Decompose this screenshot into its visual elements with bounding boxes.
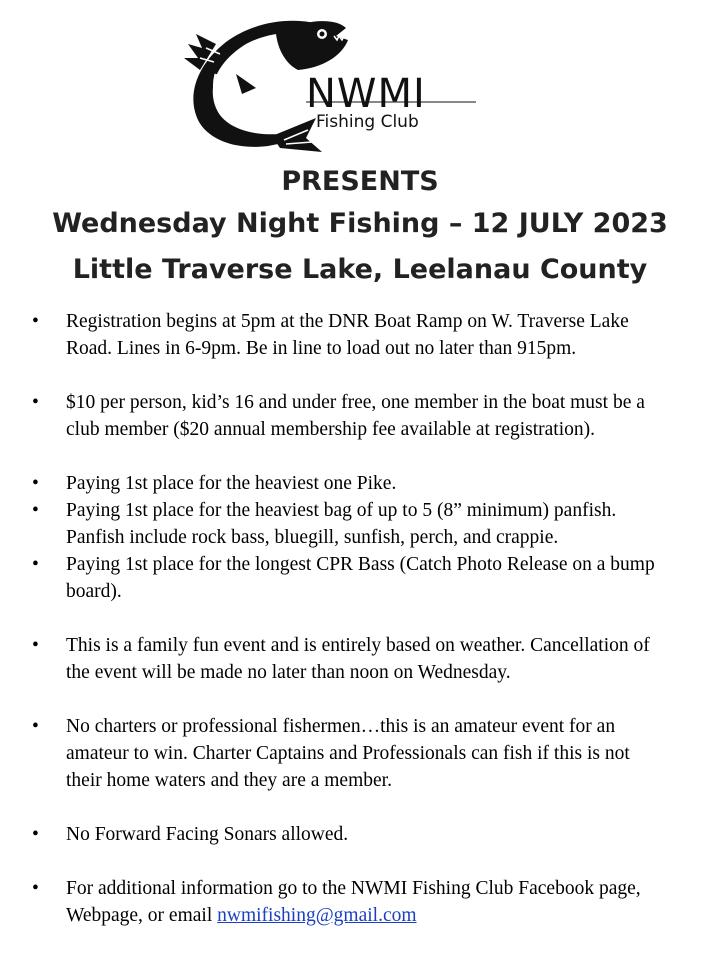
spacer xyxy=(0,848,666,875)
bullet-dot: • xyxy=(32,392,39,413)
list-item xyxy=(0,632,666,686)
logo-title: NWMI xyxy=(306,71,426,117)
list-item xyxy=(0,389,666,443)
bullet-dot: • xyxy=(32,824,39,845)
bullet-text: Paying 1st place for the heaviest bag of up to 5 (8” minimum) panfish. Panfish include rock bass, bluegill, sunfish, perch, and crappie. xyxy=(66,500,617,548)
spacer xyxy=(0,443,666,470)
list-item xyxy=(0,551,666,605)
bullet-dot: • xyxy=(32,554,39,575)
list-item xyxy=(0,875,666,929)
bullet-dot: • xyxy=(32,878,39,899)
list-item xyxy=(0,497,666,551)
spacer xyxy=(0,686,666,713)
spacer xyxy=(0,362,666,389)
bullet-text: Registration begins at 5pm at the DNR Boat Ramp on W. Traverse Lake Road. Lines in 6-9pm. Be in line to load out no later than 915pm. xyxy=(66,311,629,359)
bullet-text: For additional information go to the NWMI Fishing Club Facebook page, Webpage, or email xyxy=(66,878,641,926)
bullet-dot: • xyxy=(32,500,39,521)
event-location: Little Traverse Lake, Leelanau County xyxy=(72,254,648,285)
list-item xyxy=(0,821,666,848)
spacer xyxy=(0,794,666,821)
bullet-text: No Forward Facing Sonars allowed. xyxy=(66,824,349,845)
presents-heading: PRESENTS xyxy=(281,166,439,197)
bullet-text: This is a family fun event and is entirely based on weather. Cancellation of the event will be made no later than noon on Wednesday. xyxy=(66,635,650,683)
bullet-dot: • xyxy=(32,311,39,332)
list-item xyxy=(0,470,666,497)
bullet-dot: • xyxy=(32,635,39,656)
list-item xyxy=(0,308,666,362)
email-link[interactable]: nwmifishing@gmail.com xyxy=(217,905,417,926)
event-details-list xyxy=(0,308,666,929)
event-title: Wednesday Night Fishing – 12 JULY 2023 xyxy=(52,208,668,239)
logo-subtitle: Fishing Club xyxy=(316,112,419,132)
bullet-text: Paying 1st place for the longest CPR Bass (Catch Photo Release on a bump board). xyxy=(66,554,655,602)
bullet-dot: • xyxy=(32,473,39,494)
bullet-text: $10 per person, kid’s 16 and under free, one member in the boat must be a club member ($20 annual membership fee available at registration). xyxy=(66,392,645,440)
spacer xyxy=(0,605,666,632)
bullet-dot: • xyxy=(32,716,39,737)
list-item xyxy=(0,713,666,794)
bullet-text: No charters or professional fishermen…this is an amateur event for an amateur to win. Charter Captains and Professionals can fish if this is not their home waters and they are a member. xyxy=(66,716,630,791)
bullet-text: Paying 1st place for the heaviest one Pike. xyxy=(66,473,397,494)
